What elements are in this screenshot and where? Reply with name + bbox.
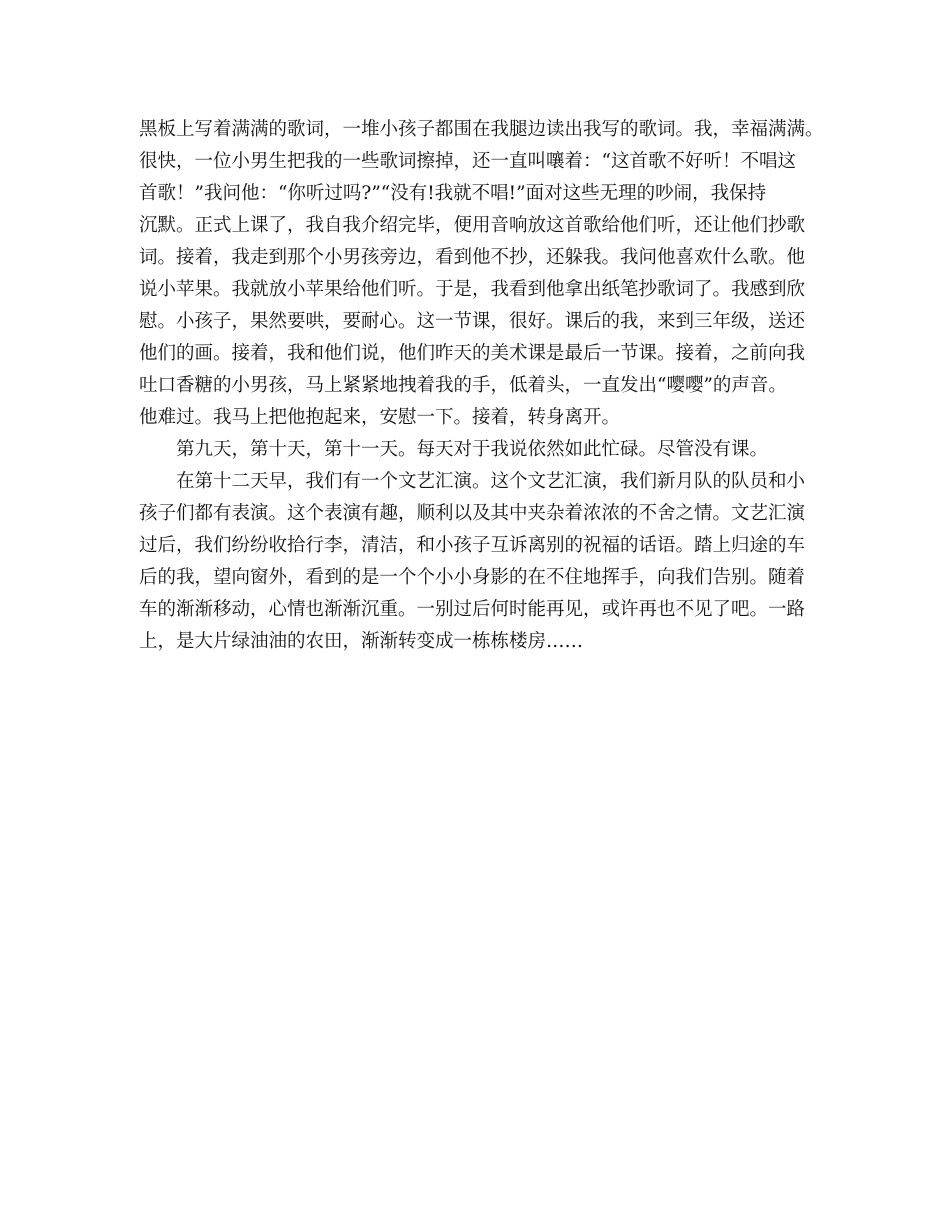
text-line: 首歌！”我问他：“你听过吗?”“没有!我就不唱!”面对这些无理的吵闹，我保持 xyxy=(139,183,767,204)
text-line: 第九天，第十天，第十一天。每天对于我说依然如此忙碌。尽管没有课。 xyxy=(176,439,769,460)
text-line: 过后，我们纷纷收拾行李，清洁，和小孩子互诉离别的祝福的话语。踏上归途的车 xyxy=(139,535,806,556)
text-line: 他们的画。接着，我和他们说，他们昨天的美术课是最后一节课。接着，之前向我 xyxy=(139,343,806,364)
text-line: 车的渐渐移动，心情也渐渐沉重。一别过后何时能再见，或许再也不见了吧。一路 xyxy=(139,599,806,620)
text-line: 沉默。正式上课了，我自我介绍完毕，便用音响放这首歌给他们听，还让他们抄歌 xyxy=(139,215,806,236)
text-line: 上，是大片绿油油的农田，渐渐转变成一栋栋楼房…… xyxy=(139,631,584,652)
text-line: 孩子们都有表演。这个表演有趣，顺利以及其中夹杂着浓浓的不舍之情。文艺汇演 xyxy=(139,503,806,524)
document-body xyxy=(139,114,824,658)
text-line: 很快，一位小男生把我的一些歌词擦掉，还一直叫嚷着：“这首歌不好听！不唱这 xyxy=(139,151,796,172)
text-line: 黑板上写着满满的歌词，一堆小孩子都围在我腿边读出我写的歌词。我，幸福满满。 xyxy=(139,119,824,140)
text-line: 在第十二天早，我们有一个文艺汇演。这个文艺汇演，我们新月队的队员和小 xyxy=(176,471,806,492)
text-line: 吐口香糖的小男孩，马上紧紧地拽着我的手，低着头，一直发出“嘤嘤”的声音。 xyxy=(139,375,787,396)
text-line: 词。接着，我走到那个小男孩旁边，看到他不抄，还躲我。我问他喜欢什么歌。他 xyxy=(139,247,806,268)
text-line: 他难过。我马上把他抱起来，安慰一下。接着，转身离开。 xyxy=(139,407,621,428)
text-line: 慰。小孩子，果然要哄，要耐心。这一节课，很好。课后的我，来到三年级，送还 xyxy=(139,311,806,332)
text-line: 后的我，望向窗外，看到的是一个个小小身影的在不住地挥手，向我们告别。随着 xyxy=(139,567,806,588)
paragraph-2 xyxy=(139,434,819,466)
paragraph-1 xyxy=(139,114,824,434)
text-line: 说小苹果。我就放小苹果给他们听。于是，我看到他拿出纸笔抄歌词了。我感到欣 xyxy=(139,279,806,300)
paragraph-3 xyxy=(139,466,819,658)
